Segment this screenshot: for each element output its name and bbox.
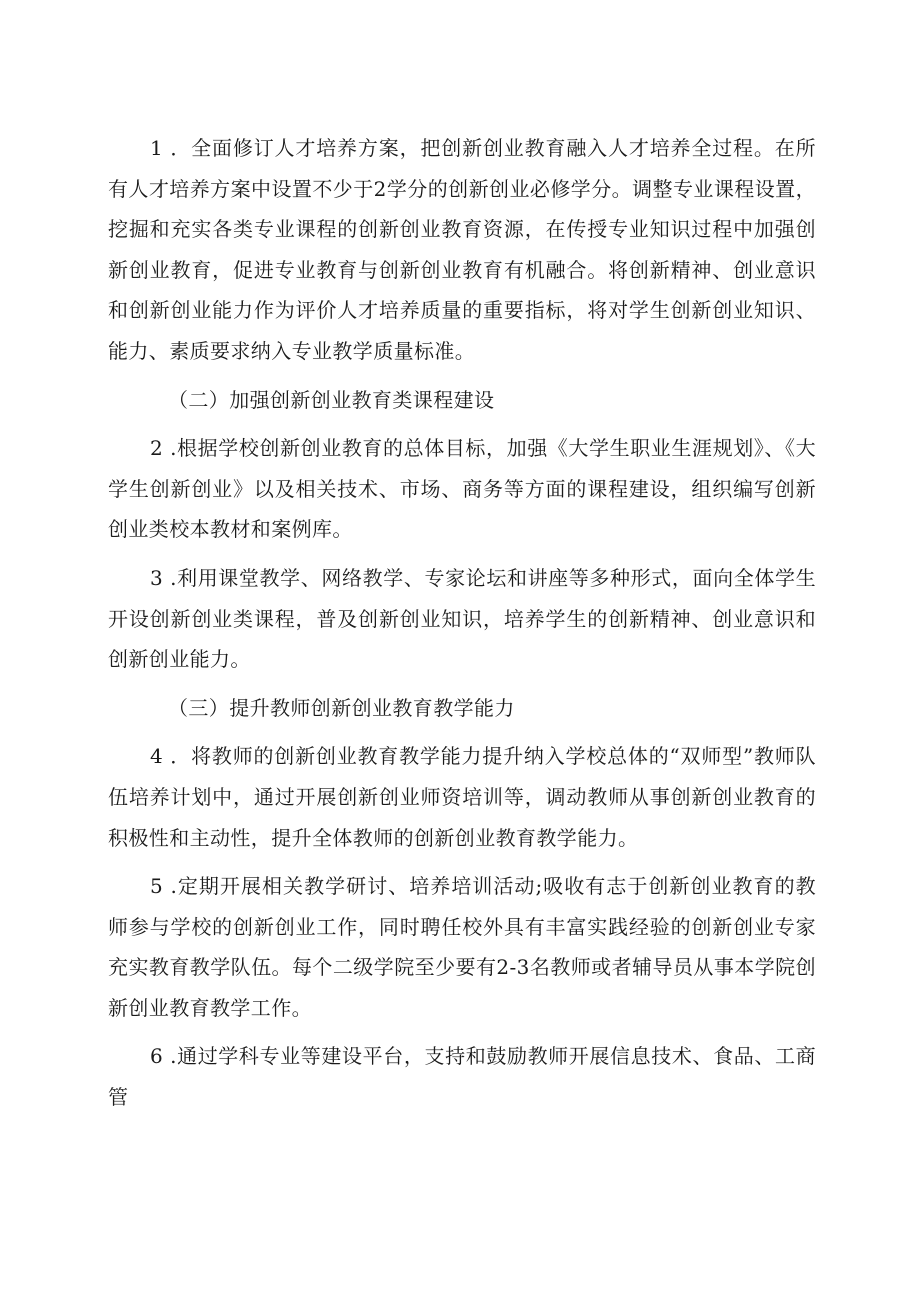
section-heading-2: （二）加强创新创业教育类课程建设 bbox=[168, 387, 495, 412]
paragraph-5: 5 .定期开展相关教学研讨、培养培训活动;吸收有志于创新创业教育的教师参与学校的创新创业工作，同时聘任校外具有丰富实践经验的创新创业专家充实教育教学队伍。每个二级学院至少要有2-3名教师或者辅导员从事本学院创新创业教育教学工作。 bbox=[108, 874, 816, 1020]
section-heading-3: （三）提升教师创新创业教育教学能力 bbox=[168, 695, 515, 720]
paragraph-4: 4 ．将教师的创新创业教育教学能力提升纳入学校总体的“双师型”教师队伍培养计划中，通过开展创新创业师资培训等，调动教师从事创新创业教育的积极性和主动性，提升全体教师的创新创业教育教学能力。 bbox=[108, 744, 816, 850]
paragraph-6: 6 .通过学科专业等建设平台，支持和鼓励教师开展信息技术、食品、工商管 bbox=[108, 1044, 816, 1110]
document-body bbox=[108, 128, 816, 1126]
paragraph-2: 2 .根据学校创新创业教育的总体目标，加强《大学生职业生涯规划》、《大学生创新创业》以及相关技术、市场、商务等方面的课程建设，组织编写创新创业类校本教材和案例库。 bbox=[108, 436, 816, 542]
paragraph-3: 3 .利用课堂教学、网络教学、专家论坛和讲座等多种形式，面向全体学生开设创新创业类课程，普及创新创业知识，培养学生的创新精神、创业意识和创新创业能力。 bbox=[108, 565, 816, 672]
paragraph-1: 1 ．全面修订人才培养方案，把创新创业教育融入人才培养全过程。在所有人才培养方案中设置不少于2学分的创新创业必修学分。调整专业课程设置，挖掘和充实各类专业课程的创新创业教育资源，在传授专业知识过程中加强创新创业教育，促进专业教育与创新创业教育有机融合。将创新精神、创业意识和创新创业能力作为评价人才培养质量的重要指标，将对学生创新创业知识、能力、素质要求纳入专业教学质量标准。 bbox=[108, 136, 816, 363]
